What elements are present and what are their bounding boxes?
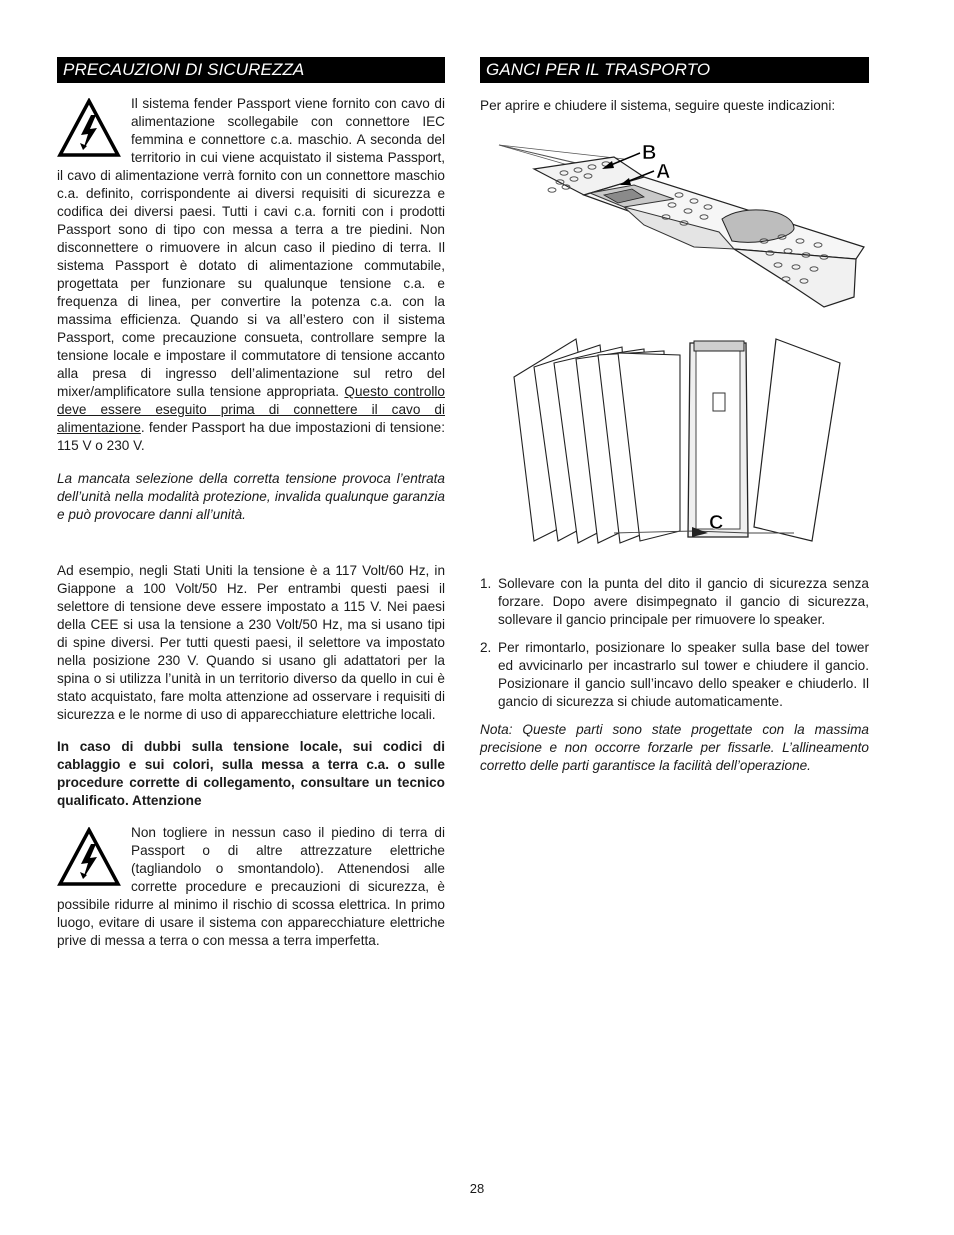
electric-shock-warning-icon	[57, 827, 121, 887]
electric-shock-warning-icon	[57, 98, 121, 158]
voltage-check-emphasis: Questo controllo deve essere eseguito prima di connettere il cavo di alimentazione	[57, 384, 445, 435]
section-header-safety: PRECAUZIONI DI SICUREZZA	[57, 57, 445, 83]
label-a: A	[656, 161, 671, 183]
transport-intro: Per aprire e chiudere il sistema, seguire queste indicazioni:	[480, 98, 836, 113]
section-safety	[57, 57, 445, 950]
alignment-note: Nota: Queste parti sono state progettate con la massima precisione e non occorre forzarle per fissarle. L’allineamento corretto delle parti garantisce la facilità dell’operazione.	[480, 722, 869, 773]
qualified-technician-notice: In caso di dubbi sulla tensione locale, sui codici di cablaggio e sui colori, sulla messa a terra c.a. o sulle procedure corrette di collegamento, consultare un tecnico qualificato. Attenzione	[57, 739, 445, 808]
transport-steps-list	[480, 575, 869, 711]
protection-mode-warning: La mancata selezione della corretta tensione provoca l’entrata dell’unità nella modalità protezione, invalida qualunque garanzia e può provocare danni all’unità.	[57, 471, 445, 522]
list-item: 2. Per rimontarlo, posizionare lo speaker sulla base del tower ed avvicinarlo per incastrarlo sul tower e chiudere il gancio. Posizionare il gancio sull’incavo dello speaker e chiuderlo. Il gancio di sicurezza si chiude automaticamente.	[480, 640, 869, 709]
safety-paragraph-1: Il sistema fender Passport viene fornito con cavo di alimentazione scollegabile con connettore IEC femmina e connettore c.a. maschio. A seconda del territorio in cui viene acquistato il sistema Passport, il cavo di alimentazione verrà fornito con un connettore maschio c.a. definito, corrispondente ai diversi requisiti di sicurezza e codifica dei diversi paesi. Tutti i cavi c.a. forniti con i prodotti Passport sono di tipo con messa a terra a tre piedini. Non disconnettere o rimuovere in alcun caso il piedino di terra. Il sistema Passport è dotato di alimentazione commutabile, progettata per funzionare su qualunque tensione c.a. e frequenza di linea, per convertire la potenza c.a. con la massima efficienza. Quando si va all’estero con il sistema Passport, come precauzione consueta, controllare sempre la tensione locale e impostare il commutatore di tensione accanto alla presa di ingresso dell’alimentazione sul retro del mixer/amplificatore sulla tensione appropriata. Questo controllo deve essere eseguito prima di connettere il cavo di alimentazione. fender Passport ha due impostazioni di tensione: 115 V o 230 V.	[57, 96, 445, 453]
page-number: 28	[469, 1181, 485, 1196]
ground-pin-paragraph: Non togliere in nessun caso il piedino di terra di Passport o di altre attrezzature elettriche (tagliandolo o smontandolo). Attenendosi alle corrette procedure e precauzioni di sicurezza, è possibile ridurre al minimo il rischio di scossa elettrica. In primo luogo, evitare di usare il sistema con apparecchiature elettriche prive di messa a terra o con messa a terra imperfetta.	[57, 825, 445, 948]
list-item: 1. Sollevare con la punta del dito il gancio di sicurezza senza forzare. Dopo avere disimpegnato il gancio di sicurezza, sollevare il gancio principale per rimuovere lo speaker.	[480, 576, 869, 627]
voltage-examples-paragraph: Ad esempio, negli Stati Uniti la tensione è a 117 Volt/60 Hz, in Giappone a 100 Volt/50 Hz. Per entrambi questi paesi il selettore di tensione deve essere impostato a 115 V. Nei paesi della CEE si usa la tensione a 230 Volt/50 Hz, ma si usano tipi di spine diversi. Per tutti questi paesi, il selettore va impostato nella posizione 230 V. Quando si usano gli adattatori per la spina o si utilizza l’unità in un territorio diverso da quello in cui è stato acquistato, fare molta attenzione ad osservare i requisiti di sicurezza e le norme di uso di apparecchiature elettriche locali.	[57, 563, 445, 722]
label-b: B	[642, 142, 657, 164]
label-c: C	[709, 512, 724, 534]
section-header-transport: GANCI PER IL TRASPORTO	[480, 57, 869, 83]
latch-closeup-illustration	[494, 137, 870, 327]
speaker-removal-illustration	[494, 337, 870, 553]
section-transport-hooks	[480, 57, 869, 775]
